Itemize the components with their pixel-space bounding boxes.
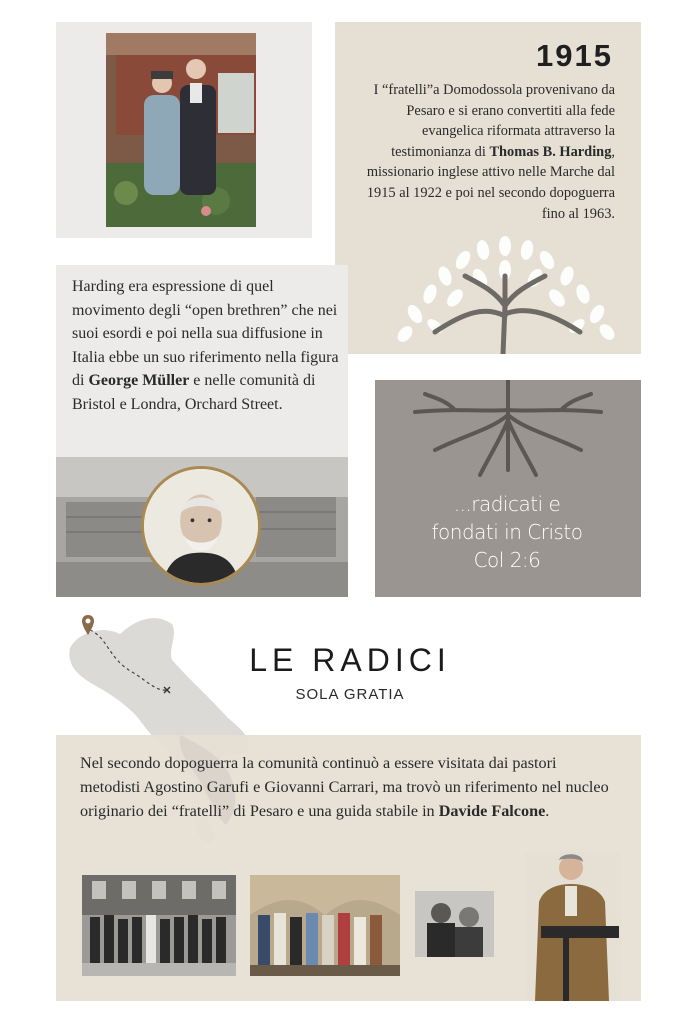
quote-line-1: ...radicati e — [453, 492, 561, 516]
history-text-part: I “fratelli”a Domodossola provenivano da Pesaro e si erano convertiti alla fede evangelica riformata attraverso la testimonianza di — [373, 82, 615, 160]
tree-icon — [385, 236, 629, 354]
postwar-text-part: . — [545, 801, 550, 820]
harding-name: Thomas B. Harding — [489, 143, 612, 160]
falcone-name: Davide Falcone — [438, 801, 546, 820]
section-title: LE RADICI — [249, 642, 451, 678]
history-paragraph — [345, 80, 615, 224]
quote-line-2: fondati in Cristo — [431, 520, 583, 544]
history-text-part: , missionario inglese attivo nelle Marche dal 1915 al 1922 e poi nel secondo dopoguerra fino al 1963. — [366, 143, 615, 222]
couple-photo — [106, 33, 256, 227]
year-heading: 1915 — [536, 38, 613, 73]
location-pin-icon — [81, 614, 95, 636]
postwar-paragraph — [80, 752, 620, 823]
muller-name: George Müller — [88, 372, 190, 389]
group-photo-singing — [250, 875, 400, 976]
bible-quote — [376, 490, 638, 574]
harding-text-part: e nelle comunità di Bristol e Londra, Orchard Street. — [72, 372, 316, 413]
postwar-text-part: Nel secondo dopoguerra la comunità continuò a essere visitata dai pastori metodisti Agostino Garufi e Giovanni Carrari, ma trovò un riferimento nel nucleo originario dei “fratelli” di Pesaro e una guida stabile in — [80, 754, 609, 820]
couple-portrait — [415, 891, 494, 957]
preacher-photo — [525, 852, 621, 1001]
quote-reference: Col 2:6 — [473, 548, 541, 572]
section-subtitle: SOLA GRATIA — [295, 686, 405, 703]
group-photo-street — [82, 875, 236, 976]
roots-icon — [395, 380, 621, 480]
harding-text-part: Harding era espressione di quel movimento degli “open brethren” che nei suoi esordi e poi nella sua diffusione in Italia ebbe un suo riferimento nella figura di — [72, 278, 339, 389]
harding-paragraph — [72, 275, 342, 416]
muller-portrait — [141, 466, 261, 586]
